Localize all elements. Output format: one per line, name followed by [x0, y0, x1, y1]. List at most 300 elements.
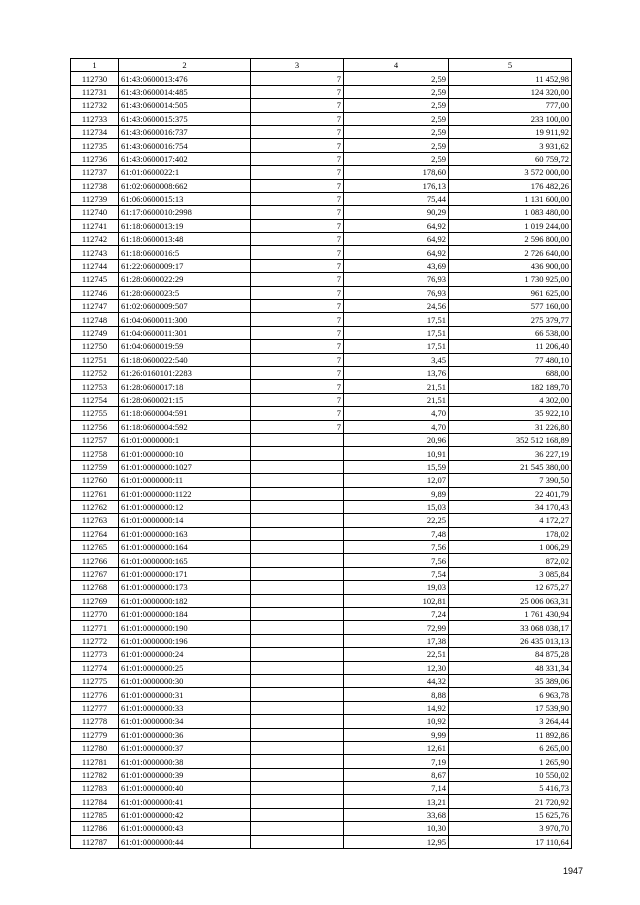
- table-cell: [251, 541, 344, 554]
- table-row: [71, 447, 572, 460]
- table-cell: [251, 500, 344, 513]
- table-cell: 11 206,40: [449, 340, 572, 353]
- table-cell: 112767: [71, 567, 119, 580]
- table-cell: 2,59: [344, 125, 449, 138]
- table-cell: 9,89: [344, 487, 449, 500]
- table-row: [71, 728, 572, 741]
- table-cell: 352 512 168,89: [449, 433, 572, 446]
- table-cell: 61:01:0000000:163: [119, 527, 251, 540]
- table-cell: 61:01:0000000:173: [119, 581, 251, 594]
- table-cell: 26 435 013,13: [449, 634, 572, 647]
- table-cell: 112777: [71, 701, 119, 714]
- table-cell: 12,07: [344, 474, 449, 487]
- table-cell: [251, 782, 344, 795]
- table-cell: 35 922,10: [449, 407, 572, 420]
- table-cell: 13,21: [344, 795, 449, 808]
- table-row: [71, 808, 572, 821]
- table-cell: 61:01:0000000:1122: [119, 487, 251, 500]
- table-row: [71, 380, 572, 393]
- table-cell: 61:28:0600022:29: [119, 273, 251, 286]
- table-cell: 7,54: [344, 567, 449, 580]
- table-cell: 84 875,28: [449, 648, 572, 661]
- table-cell: 112742: [71, 233, 119, 246]
- table-cell: 11 892,86: [449, 728, 572, 741]
- table-row: [71, 768, 572, 781]
- table-cell: [251, 608, 344, 621]
- table-body: [71, 72, 572, 849]
- table-row: [71, 782, 572, 795]
- table-cell: 17,51: [344, 340, 449, 353]
- table-cell: 61:01:0000000:33: [119, 701, 251, 714]
- table-cell: [251, 460, 344, 473]
- table-cell: 61:18:0600013:19: [119, 219, 251, 232]
- table-cell: 112764: [71, 527, 119, 540]
- table-cell: 112751: [71, 353, 119, 366]
- table-cell: [251, 648, 344, 661]
- table-row: [71, 340, 572, 353]
- table-row: [71, 233, 572, 246]
- table-cell: 112733: [71, 112, 119, 125]
- table-cell: 61:01:0000000:1: [119, 433, 251, 446]
- table-cell: [251, 527, 344, 540]
- table-cell: 15,03: [344, 500, 449, 513]
- table-cell: 13,76: [344, 366, 449, 379]
- table-cell: 8,67: [344, 768, 449, 781]
- table-cell: 872,02: [449, 554, 572, 567]
- table-cell: [251, 822, 344, 835]
- table-cell: 112734: [71, 125, 119, 138]
- registry-table: [70, 58, 572, 849]
- table-cell: 61:43:0600014:505: [119, 99, 251, 112]
- table-cell: [251, 715, 344, 728]
- table-cell: 72,99: [344, 621, 449, 634]
- table-row: [71, 755, 572, 768]
- table-cell: 64,92: [344, 219, 449, 232]
- table-cell: 10,92: [344, 715, 449, 728]
- table-cell: 2,59: [344, 85, 449, 98]
- table-cell: 61:01:0000000:40: [119, 782, 251, 795]
- table-cell: 7: [251, 353, 344, 366]
- table-cell: 112782: [71, 768, 119, 781]
- table-row: [71, 112, 572, 125]
- table-cell: 10 550,02: [449, 768, 572, 781]
- table-cell: 61:01:0000000:184: [119, 608, 251, 621]
- table-cell: 10,30: [344, 822, 449, 835]
- table-cell: 176,13: [344, 179, 449, 192]
- table-row: [71, 300, 572, 313]
- table-cell: 8,88: [344, 688, 449, 701]
- table-cell: 112750: [71, 340, 119, 353]
- table-cell: 61:28:0600017:18: [119, 380, 251, 393]
- table-cell: 15,59: [344, 460, 449, 473]
- table-cell: 112756: [71, 420, 119, 433]
- table-cell: 112766: [71, 554, 119, 567]
- table-cell: 48 331,34: [449, 661, 572, 674]
- table-row: [71, 541, 572, 554]
- table-row: [71, 433, 572, 446]
- table-cell: 61:28:0600021:15: [119, 393, 251, 406]
- table-cell: 34 170,43: [449, 500, 572, 513]
- table-cell: 7: [251, 393, 344, 406]
- table-cell: 7: [251, 166, 344, 179]
- table-cell: 7: [251, 72, 344, 85]
- table-cell: [251, 701, 344, 714]
- table-cell: 61:01:0000000:1027: [119, 460, 251, 473]
- table-cell: 112770: [71, 608, 119, 621]
- table-cell: 19 911,92: [449, 125, 572, 138]
- table-cell: 1 083 480,00: [449, 206, 572, 219]
- table-cell: 1 761 430,94: [449, 608, 572, 621]
- table-row: [71, 474, 572, 487]
- table-cell: 3 085,84: [449, 567, 572, 580]
- table-row: [71, 179, 572, 192]
- table-cell: 112758: [71, 447, 119, 460]
- table-cell: 4 302,00: [449, 393, 572, 406]
- table-cell: 60 759,72: [449, 152, 572, 165]
- table-cell: 4,70: [344, 407, 449, 420]
- table-cell: 112780: [71, 741, 119, 754]
- table-cell: 61:01:0000000:37: [119, 741, 251, 754]
- table-cell: 112763: [71, 514, 119, 527]
- table-cell: 61:04:0600019:59: [119, 340, 251, 353]
- table-cell: 14,92: [344, 701, 449, 714]
- table-cell: 61:01:0000000:30: [119, 674, 251, 687]
- table-cell: 77 480,10: [449, 353, 572, 366]
- table-cell: 112765: [71, 541, 119, 554]
- table-row: [71, 72, 572, 85]
- table-cell: 112741: [71, 219, 119, 232]
- table-cell: 112731: [71, 85, 119, 98]
- column-header-2: 2: [119, 59, 251, 72]
- table-cell: 17,51: [344, 326, 449, 339]
- table-cell: [251, 688, 344, 701]
- table-cell: 61:18:0600016:5: [119, 246, 251, 259]
- table-cell: 61:01:0000000:24: [119, 648, 251, 661]
- table-cell: 66 538,00: [449, 326, 572, 339]
- column-header-3: 3: [251, 59, 344, 72]
- table-row: [71, 554, 572, 567]
- table-cell: 7: [251, 286, 344, 299]
- table-cell: 182 189,70: [449, 380, 572, 393]
- table-cell: 112747: [71, 300, 119, 313]
- table-row: [71, 152, 572, 165]
- table-cell: 112736: [71, 152, 119, 165]
- table-cell: 7: [251, 340, 344, 353]
- table-cell: 1 265,90: [449, 755, 572, 768]
- table-cell: 7: [251, 300, 344, 313]
- table-cell: [251, 487, 344, 500]
- table-cell: 112776: [71, 688, 119, 701]
- table-cell: [251, 594, 344, 607]
- table-cell: 2,59: [344, 139, 449, 152]
- table-row: [71, 741, 572, 754]
- table-row: [71, 85, 572, 98]
- table-cell: 233 100,00: [449, 112, 572, 125]
- table-cell: 35 389,06: [449, 674, 572, 687]
- table-cell: 112787: [71, 835, 119, 848]
- table-cell: 61:01:0000000:165: [119, 554, 251, 567]
- table-cell: 112768: [71, 581, 119, 594]
- table-cell: [251, 554, 344, 567]
- table-cell: 112757: [71, 433, 119, 446]
- table-cell: [251, 755, 344, 768]
- table-row: [71, 567, 572, 580]
- table-cell: 61:01:0000000:43: [119, 822, 251, 835]
- table-cell: 112775: [71, 674, 119, 687]
- table-cell: 2,59: [344, 99, 449, 112]
- table-cell: 7,19: [344, 755, 449, 768]
- table-row: [71, 648, 572, 661]
- table-cell: 112759: [71, 460, 119, 473]
- table-cell: 61:18:0600022:540: [119, 353, 251, 366]
- table-cell: 3 572 000,00: [449, 166, 572, 179]
- table-cell: 64,92: [344, 233, 449, 246]
- table-cell: [251, 741, 344, 754]
- table-cell: 22 401,79: [449, 487, 572, 500]
- table-row: [71, 621, 572, 634]
- table-cell: [251, 514, 344, 527]
- table-cell: 7: [251, 192, 344, 205]
- table-row: [71, 822, 572, 835]
- table-cell: 112769: [71, 594, 119, 607]
- table-cell: 61:01:0000000:11: [119, 474, 251, 487]
- table-cell: 61:18:0600013:48: [119, 233, 251, 246]
- table-row: [71, 795, 572, 808]
- table-cell: 6 265,00: [449, 741, 572, 754]
- table-header-row: [71, 59, 572, 72]
- table-cell: 61:01:0000000:42: [119, 808, 251, 821]
- table-cell: 112761: [71, 487, 119, 500]
- table-cell: 1 019 244,00: [449, 219, 572, 232]
- table-cell: [251, 835, 344, 848]
- table-cell: 5 416,73: [449, 782, 572, 795]
- table-cell: 61:43:0600016:737: [119, 125, 251, 138]
- table-cell: 61:26:0160101:2283: [119, 366, 251, 379]
- table-cell: 7: [251, 125, 344, 138]
- table-cell: 2 596 800,00: [449, 233, 572, 246]
- table-cell: 44,32: [344, 674, 449, 687]
- table-cell: 31 226,80: [449, 420, 572, 433]
- table-cell: 61:28:0600023:5: [119, 286, 251, 299]
- table-cell: [251, 808, 344, 821]
- table-cell: 15 625,76: [449, 808, 572, 821]
- column-header-4: 4: [344, 59, 449, 72]
- table-cell: 7: [251, 313, 344, 326]
- table-row: [71, 286, 572, 299]
- table-cell: 4,70: [344, 420, 449, 433]
- table-cell: [251, 567, 344, 580]
- table-cell: [251, 634, 344, 647]
- table-row: [71, 125, 572, 138]
- table-cell: 124 320,00: [449, 85, 572, 98]
- table-cell: 36 227,19: [449, 447, 572, 460]
- table-cell: 112746: [71, 286, 119, 299]
- table-cell: 17,51: [344, 313, 449, 326]
- table-cell: 112760: [71, 474, 119, 487]
- table-row: [71, 674, 572, 687]
- table-cell: 2,59: [344, 112, 449, 125]
- table-row: [71, 581, 572, 594]
- table-row: [71, 246, 572, 259]
- table-cell: 112732: [71, 99, 119, 112]
- table-cell: 112730: [71, 72, 119, 85]
- table-row: [71, 353, 572, 366]
- table-cell: 61:43:0600014:485: [119, 85, 251, 98]
- table-cell: 61:01:0000000:31: [119, 688, 251, 701]
- table-cell: 961 625,00: [449, 286, 572, 299]
- table-row: [71, 527, 572, 540]
- table-cell: 112771: [71, 621, 119, 634]
- table-cell: 1 131 600,00: [449, 192, 572, 205]
- table-cell: 436 900,00: [449, 259, 572, 272]
- table-cell: 112753: [71, 380, 119, 393]
- table-cell: 22,51: [344, 648, 449, 661]
- table-row: [71, 661, 572, 674]
- table-cell: 61:01:0000000:44: [119, 835, 251, 848]
- table-cell: 112744: [71, 259, 119, 272]
- table-cell: [251, 728, 344, 741]
- table-cell: 112743: [71, 246, 119, 259]
- table-cell: 112779: [71, 728, 119, 741]
- table-cell: 112784: [71, 795, 119, 808]
- table-cell: 7: [251, 152, 344, 165]
- table-row: [71, 259, 572, 272]
- table-cell: 7: [251, 206, 344, 219]
- table-cell: 3 264,44: [449, 715, 572, 728]
- table-row: [71, 166, 572, 179]
- table-cell: 61:43:0600015:375: [119, 112, 251, 125]
- table-row: [71, 326, 572, 339]
- table-cell: [251, 674, 344, 687]
- table-cell: 7: [251, 246, 344, 259]
- table-row: [71, 514, 572, 527]
- table-cell: [251, 621, 344, 634]
- table-cell: 12,95: [344, 835, 449, 848]
- table-cell: 112754: [71, 393, 119, 406]
- table-cell: 112748: [71, 313, 119, 326]
- table-cell: 7: [251, 420, 344, 433]
- table-cell: [251, 581, 344, 594]
- table-cell: 112755: [71, 407, 119, 420]
- table-cell: 61:01:0000000:164: [119, 541, 251, 554]
- table-cell: 112752: [71, 366, 119, 379]
- table-cell: 61:17:0600010:2998: [119, 206, 251, 219]
- table-cell: 7: [251, 139, 344, 152]
- table-cell: 61:02:0600009:507: [119, 300, 251, 313]
- column-header-5: 5: [449, 59, 572, 72]
- table-row: [71, 715, 572, 728]
- table-cell: 17 539,90: [449, 701, 572, 714]
- table-cell: 7: [251, 85, 344, 98]
- table-cell: 777,00: [449, 99, 572, 112]
- table-cell: 22,25: [344, 514, 449, 527]
- table-cell: 61:04:0600011:301: [119, 326, 251, 339]
- table-row: [71, 634, 572, 647]
- table-cell: 178,02: [449, 527, 572, 540]
- table-cell: 21,51: [344, 393, 449, 406]
- table-cell: 7: [251, 259, 344, 272]
- table-cell: 61:01:0000000:34: [119, 715, 251, 728]
- table-cell: 61:18:0600004:591: [119, 407, 251, 420]
- table-cell: 7: [251, 380, 344, 393]
- table-cell: [251, 447, 344, 460]
- table-cell: 61:01:0000000:36: [119, 728, 251, 741]
- table-cell: 61:01:0000000:25: [119, 661, 251, 674]
- table-cell: 7: [251, 273, 344, 286]
- table-cell: 17 110,64: [449, 835, 572, 848]
- table-cell: 61:01:0000000:12: [119, 500, 251, 513]
- table-row: [71, 688, 572, 701]
- table-cell: 577 160,00: [449, 300, 572, 313]
- table-row: [71, 608, 572, 621]
- table-cell: 112745: [71, 273, 119, 286]
- table-cell: 25 006 063,31: [449, 594, 572, 607]
- table-cell: 21 720,92: [449, 795, 572, 808]
- table-row: [71, 206, 572, 219]
- page-number: 1947: [563, 866, 584, 876]
- table-cell: 178,60: [344, 166, 449, 179]
- table-cell: 33 068 038,17: [449, 621, 572, 634]
- table-cell: 112785: [71, 808, 119, 821]
- table-cell: 43,69: [344, 259, 449, 272]
- table-cell: [251, 474, 344, 487]
- table-cell: 7: [251, 112, 344, 125]
- table-cell: 12,61: [344, 741, 449, 754]
- table-row: [71, 460, 572, 473]
- table-cell: 3 931,62: [449, 139, 572, 152]
- table-row: [71, 139, 572, 152]
- table-cell: 75,44: [344, 192, 449, 205]
- table-cell: 64,92: [344, 246, 449, 259]
- table-cell: 61:01:0000000:190: [119, 621, 251, 634]
- table-row: [71, 273, 572, 286]
- table-cell: 176 482,26: [449, 179, 572, 192]
- table-cell: 112783: [71, 782, 119, 795]
- table-cell: 112739: [71, 192, 119, 205]
- table-cell: 112762: [71, 500, 119, 513]
- table-cell: 90,29: [344, 206, 449, 219]
- table-cell: 61:01:0000000:10: [119, 447, 251, 460]
- table-cell: 61:01:0000000:38: [119, 755, 251, 768]
- table-cell: 24,56: [344, 300, 449, 313]
- table-cell: 2 726 640,00: [449, 246, 572, 259]
- table-row: [71, 393, 572, 406]
- table-row: [71, 500, 572, 513]
- table-cell: 76,93: [344, 286, 449, 299]
- table-cell: 61:22:0600009:17: [119, 259, 251, 272]
- table-cell: 7 390,50: [449, 474, 572, 487]
- table-cell: 20,96: [344, 433, 449, 446]
- table-cell: 7: [251, 366, 344, 379]
- table-cell: [251, 795, 344, 808]
- table-cell: 61:01:0000000:39: [119, 768, 251, 781]
- table-cell: 7: [251, 233, 344, 246]
- table-row: [71, 366, 572, 379]
- table-cell: 7: [251, 99, 344, 112]
- table-row: [71, 219, 572, 232]
- table-row: [71, 99, 572, 112]
- table-cell: 7,56: [344, 541, 449, 554]
- table-row: [71, 594, 572, 607]
- table-cell: 61:01:0000000:182: [119, 594, 251, 607]
- table-cell: [251, 661, 344, 674]
- table-cell: 112778: [71, 715, 119, 728]
- table-cell: 21,51: [344, 380, 449, 393]
- table-cell: 112749: [71, 326, 119, 339]
- table-cell: 61:01:0000000:41: [119, 795, 251, 808]
- table-cell: 7: [251, 407, 344, 420]
- table-row: [71, 487, 572, 500]
